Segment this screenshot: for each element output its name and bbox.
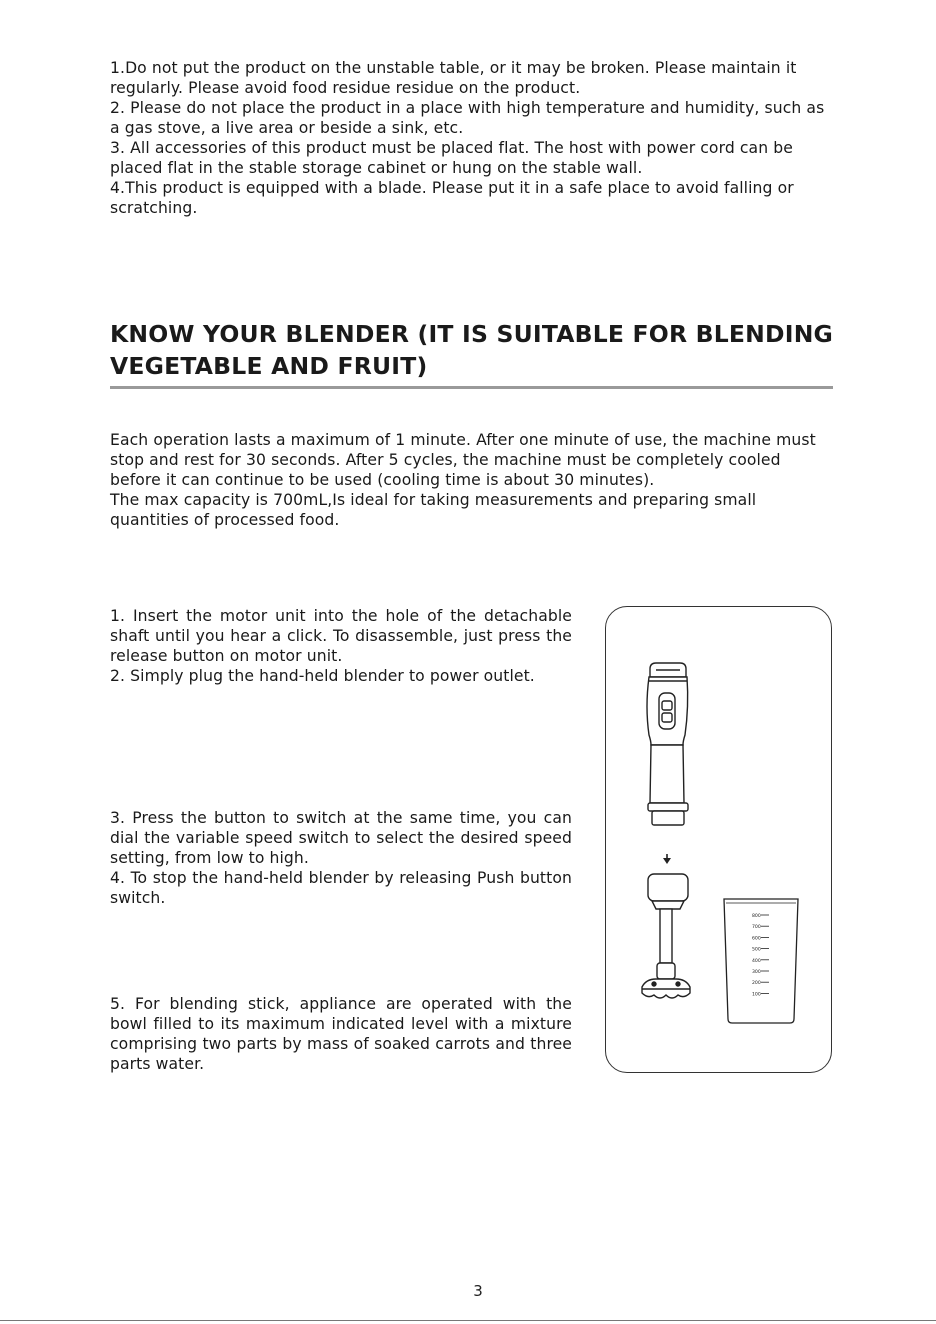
page-number: 3 xyxy=(473,1282,483,1300)
step-1: 1. Insert the motor unit into the hole of the detachable shaft until you hear a click. To disassemble, just press the release button on motor unit. xyxy=(110,607,572,665)
safety-note-4: 4.This product is equipped with a blade. Please put it in a safe place to avoid falling or scratching. xyxy=(110,179,794,217)
beaker-mark-label: 200 xyxy=(752,981,761,987)
safety-notes xyxy=(110,58,834,218)
intro-paragraph-1: Each operation lasts a maximum of 1 minute. After one minute of use, the machine must stop and rest for 30 seconds. After 5 cycles, the machine must be completely cooled before it can continue to be used (cooling time is about 30 minutes). xyxy=(110,431,816,489)
beaker-mark-label: 400 xyxy=(752,958,761,964)
beaker-mark-label: 800 xyxy=(752,914,761,919)
blender-illustration-panel xyxy=(605,606,832,1073)
step-3: 3. Press the button to switch at the same time, you can dial the variable speed switch to select the desired speed setting, from low to high. xyxy=(110,809,572,867)
motor-unit-illustration xyxy=(647,663,688,825)
beaker-mark-label: 700 xyxy=(752,925,761,931)
beaker-mark-label: 600 xyxy=(752,936,761,942)
step-4: 4. To stop the hand-held blender by releasing Push button switch. xyxy=(110,869,572,907)
intro-paragraph-2: The max capacity is 700mL,Is ideal for taking measurements and preparing small quantities of processed food. xyxy=(110,491,757,529)
safety-note-1: 1.Do not put the product on the unstable table, or it may be broken. Please maintain it regularly. Please avoid food residue residue on the product. xyxy=(110,59,797,97)
page-bottom-border xyxy=(0,1320,936,1321)
heading-divider xyxy=(110,386,833,389)
down-arrow-icon xyxy=(663,854,671,864)
steps-group-1 xyxy=(110,606,572,686)
beaker-mark-label: 300 xyxy=(752,970,761,975)
step-5: 5. For blending stick, appliance are operated with the bowl filled to its maximum indicated level with a mixture comprising two parts by mass of soaked carrots and three parts water. xyxy=(110,995,572,1073)
section-header xyxy=(110,318,834,389)
blending-shaft-illustration xyxy=(642,874,690,998)
beaker-mark-label: 100 xyxy=(752,992,761,998)
safety-note-3: 3. All accessories of this product must be placed flat. The host with power cord can be placed flat in the stable storage cabinet or hung on the stable wall. xyxy=(110,139,793,177)
steps-group-2 xyxy=(110,808,572,908)
intro-text xyxy=(110,430,834,530)
section-heading: KNOW YOUR BLENDER (IT IS SUITABLE FOR BLENDING VEGETABLE AND FRUIT) xyxy=(110,320,834,380)
blender-illustration xyxy=(606,607,833,1074)
steps-group-3 xyxy=(110,994,572,1074)
beaker-mark-label: 500 xyxy=(752,947,761,953)
step-2: 2. Simply plug the hand-held blender to power outlet. xyxy=(110,667,535,685)
safety-note-2: 2. Please do not place the product in a place with high temperature and humidity, such as a gas stove, a live area or beside a sink, etc. xyxy=(110,99,825,137)
measuring-beaker-illustration xyxy=(724,899,798,1023)
